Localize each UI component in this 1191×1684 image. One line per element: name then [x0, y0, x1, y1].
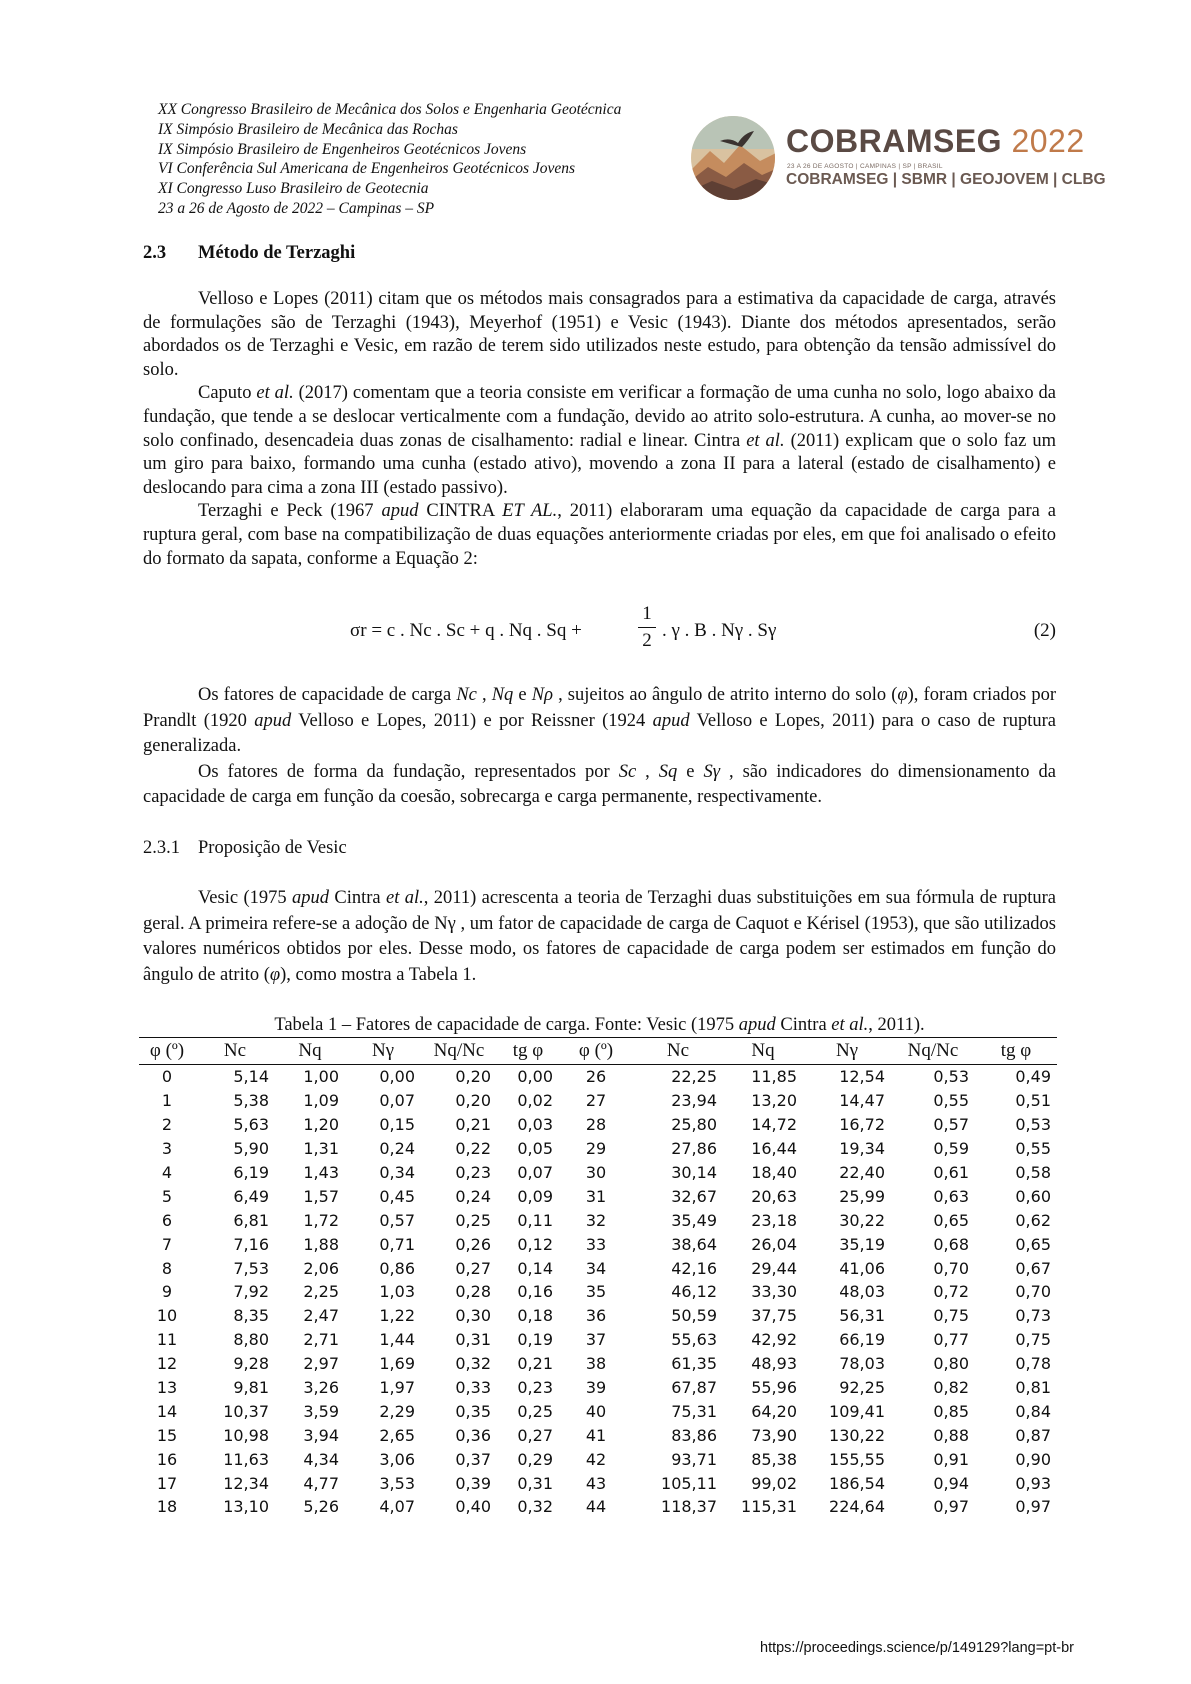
- header-line: IX Simpósio Brasileiro de Engenheiros Geotécnicos Jovens: [158, 140, 527, 158]
- table-cell: 4,34: [303, 1449, 339, 1469]
- logo-title: COBRAMSEG 2022: [786, 123, 1085, 159]
- table-cell: 61,35: [671, 1354, 717, 1374]
- table-cell: 0,02: [517, 1091, 553, 1111]
- table-cell: 0,57: [933, 1115, 969, 1135]
- table-cell: 0,20: [455, 1091, 491, 1111]
- table-cell: 12,34: [223, 1473, 269, 1493]
- table-cell: 5,38: [233, 1091, 269, 1111]
- table-cell: 10,98: [223, 1425, 269, 1445]
- paragraph: Velloso e Lopes (2011) citam que os métodos mais consagrados para a estimativa da capacidade de carga, através de formulações são de Terzaghi (1943), Meyerhof (1951) e Vesic (1943). Diante dos métodos apresentados, serão abordados os de Terzaghi e Vesic, em razão de terem sido utilizados neste estudo, para obtenção da tensão admissível do solo.: [143, 289, 1056, 380]
- table-cell: 13: [156, 1378, 178, 1398]
- table-cell: 0,45: [379, 1186, 415, 1206]
- table-cell: 99,02: [751, 1473, 797, 1493]
- table-row: [139, 1423, 1057, 1447]
- table-cell: 8,35: [233, 1306, 269, 1326]
- table-cell: 0,57: [379, 1210, 415, 1230]
- equation-rhs: . γ . B . Nγ . Sγ: [662, 620, 777, 641]
- table-cell: 2,06: [303, 1258, 339, 1278]
- table-cell: 0,26: [455, 1234, 491, 1254]
- table-cell: 0,97: [1015, 1497, 1051, 1517]
- table-cell: 1,31: [303, 1139, 339, 1159]
- table-cell: 5,90: [233, 1139, 269, 1159]
- table-cell: 0,70: [1015, 1282, 1051, 1302]
- table-cell: 0,55: [1015, 1139, 1051, 1159]
- table-cell: 41,06: [839, 1258, 885, 1278]
- table-cell: 41: [585, 1425, 607, 1445]
- table-cell: 0,12: [517, 1234, 553, 1254]
- table-cell: 3,59: [303, 1401, 339, 1421]
- table-cell: 15: [156, 1425, 178, 1445]
- table-cell: 25,99: [839, 1186, 885, 1206]
- table-cell: 36: [585, 1306, 607, 1326]
- table-cell: 43: [585, 1473, 607, 1493]
- table-cell: 1,22: [379, 1306, 415, 1326]
- table-cell: 42,16: [671, 1258, 717, 1278]
- table-cell: 0,29: [517, 1449, 553, 1469]
- table-cell: 0,36: [455, 1425, 491, 1445]
- table-cell: 7,92: [233, 1282, 269, 1302]
- column-header: Nc: [633, 1038, 723, 1065]
- table-cell: 32: [585, 1210, 607, 1230]
- table-cell: 0,28: [455, 1282, 491, 1302]
- table-cell: 93,71: [671, 1449, 717, 1469]
- table-row: [139, 1256, 1057, 1280]
- table-cell: 0,65: [1015, 1234, 1051, 1254]
- table-cell: 9,28: [233, 1354, 269, 1374]
- table-cell: 30: [585, 1163, 607, 1182]
- table-cell: 0,33: [455, 1378, 491, 1398]
- table-row: [139, 1137, 1057, 1161]
- table-cell: 0,18: [517, 1306, 553, 1326]
- table-cell: 0,31: [455, 1330, 491, 1350]
- table-cell: 0,21: [455, 1115, 491, 1135]
- table-cell: 0,22: [455, 1139, 491, 1159]
- table-cell: 48,93: [751, 1354, 797, 1374]
- table-cell: 12: [156, 1354, 178, 1374]
- table-row: [139, 1447, 1057, 1471]
- table-cell: 0,62: [1015, 1210, 1051, 1230]
- table-cell: 0,23: [455, 1163, 491, 1182]
- table-header-row: [139, 1038, 1057, 1065]
- table-row: [139, 1232, 1057, 1256]
- table-cell: 0,25: [455, 1210, 491, 1230]
- subsection-title: Proposição de Vesic: [198, 838, 347, 858]
- logo-date-line: 23 A 26 DE AGOSTO | CAMPINAS | SP | BRASIL: [787, 163, 943, 170]
- table-cell: 0,97: [933, 1497, 969, 1517]
- table-cell: 10,37: [223, 1401, 269, 1421]
- table-cell: 109,41: [829, 1401, 885, 1421]
- table-cell: 0,68: [933, 1234, 969, 1254]
- paragraph: Os fatores de forma da fundação, representados por Sc , Sq e Sγ , são indicadores do dimensionamento da capacidade de carga em função da coesão, sobrecarga e carga permanente, respectivamente.: [143, 761, 1057, 807]
- table-cell: 46,12: [671, 1282, 717, 1302]
- table-cell: 0,88: [933, 1425, 969, 1445]
- table-cell: 130,22: [829, 1425, 885, 1445]
- table-cell: 10: [156, 1306, 178, 1326]
- bird-mountains-logo-icon: [690, 115, 776, 201]
- paragraph: Terzaghi e Peck (1967 apud CINTRA ET AL., 2011) elaboraram uma equação da capacidade de carga para a ruptura geral, com base na compatibilização de duas equações anteriormente criadas por eles, em que foi analisado o efeito do formato da sapata, conforme a Equação 2:: [143, 501, 1057, 569]
- table-row: [139, 1304, 1057, 1328]
- table-cell: 14: [156, 1401, 178, 1421]
- column-header: Nq/Nc: [891, 1038, 975, 1065]
- table-cell: 2,29: [379, 1401, 415, 1421]
- table-cell: 0,24: [379, 1139, 415, 1159]
- table-cell: 0,77: [933, 1330, 969, 1350]
- column-header: tg φ: [497, 1038, 559, 1065]
- table-cell: 0,78: [1015, 1354, 1051, 1374]
- table-cell: 35,49: [671, 1210, 717, 1230]
- table-cell: 3,94: [303, 1425, 339, 1445]
- table-cell: 0,27: [455, 1258, 491, 1278]
- table-cell: 19,34: [839, 1139, 885, 1159]
- table-cell: 2: [161, 1115, 173, 1135]
- table-cell: 0,94: [933, 1473, 969, 1493]
- table-cell: 1,03: [379, 1282, 415, 1302]
- column-header: Nq/Nc: [421, 1038, 497, 1065]
- header-line: VI Conferência Sul Americana de Engenheiros Geotécnicos Jovens: [158, 160, 576, 178]
- table-row: [139, 1280, 1057, 1304]
- table-cell: 4,77: [303, 1473, 339, 1493]
- section-title: Método de Terzaghi: [198, 243, 356, 263]
- equation-fraction: [638, 603, 656, 652]
- table-cell: 55,96: [751, 1378, 797, 1398]
- table-cell: 23,94: [671, 1091, 717, 1111]
- column-header: φ (º): [559, 1038, 633, 1065]
- table-cell: 0,61: [933, 1163, 969, 1182]
- table-body: [139, 1065, 1057, 1519]
- table-cell: 0,07: [517, 1163, 553, 1182]
- table-cell: 35,19: [839, 1234, 885, 1254]
- column-header: Nc: [195, 1038, 275, 1065]
- table-cell: 0,81: [1015, 1378, 1051, 1398]
- table-cell: 75,31: [671, 1401, 717, 1421]
- table-cell: 0,49: [1015, 1067, 1051, 1087]
- table-cell: 7: [161, 1234, 173, 1254]
- table-cell: 0,71: [379, 1234, 415, 1254]
- table-cell: 14,47: [839, 1091, 885, 1111]
- table-cell: 18,40: [751, 1163, 797, 1182]
- table-cell: 0,87: [1015, 1425, 1051, 1445]
- table-cell: 31: [585, 1186, 607, 1206]
- table-cell: 1,44: [379, 1330, 415, 1350]
- table-cell: 0,24: [455, 1186, 491, 1206]
- table-cell: 0,34: [379, 1163, 415, 1182]
- table-cell: 16: [156, 1449, 178, 1469]
- table-cell: 11,63: [223, 1449, 269, 1469]
- table-cell: 0,67: [1015, 1258, 1051, 1278]
- table-cell: 0,27: [517, 1425, 553, 1445]
- table-cell: 0,19: [517, 1330, 553, 1350]
- table-cell: 26,04: [751, 1234, 797, 1254]
- table-row: [139, 1352, 1057, 1376]
- body-text-block-2: [143, 683, 1056, 811]
- table-cell: 0,86: [379, 1258, 415, 1278]
- table-cell: 3,53: [379, 1473, 415, 1493]
- table-cell: 12,54: [839, 1067, 885, 1087]
- header-line: XI Congresso Luso Brasileiro de Geotecnia: [158, 180, 429, 198]
- table-cell: 0,32: [517, 1497, 553, 1517]
- table-cell: 0,09: [517, 1186, 553, 1206]
- body-text-block-1: [143, 288, 1056, 571]
- table-cell: 20,63: [751, 1186, 797, 1206]
- table-cell: 26: [585, 1067, 607, 1087]
- table-cell: 0,80: [933, 1354, 969, 1374]
- table-cell: 1,09: [303, 1091, 339, 1111]
- table-cell: 0,32: [455, 1354, 491, 1374]
- table-cell: 0,07: [379, 1091, 415, 1111]
- table-cell: 0,60: [1015, 1186, 1051, 1206]
- table-cell: 2,25: [303, 1282, 339, 1302]
- table-cell: 22,40: [839, 1163, 885, 1182]
- table-cell: 6: [161, 1210, 173, 1230]
- column-header: φ (º): [139, 1038, 195, 1065]
- header-line: XX Congresso Brasileiro de Mecânica dos Solos e Engenharia Geotécnica: [158, 101, 622, 118]
- table-cell: 17: [156, 1473, 178, 1493]
- table-cell: 0,65: [933, 1210, 969, 1230]
- paragraph: Vesic (1975 apud Cintra et al., 2011) acrescenta a teoria de Terzaghi duas substituições em sua fórmula de ruptura geral. A primeira refere-se a adoção de Nγ , um fator de capacidade de carga de Caquot e Kérisel (1953), que são utilizados valores numéricos obtidos por eles. Desse modo, os fatores de capacidade de carga podem ser estimados em função do ângulo de atrito (φ), como mostra a Tabela 1.: [143, 888, 1057, 985]
- table-cell: 28: [585, 1115, 607, 1135]
- column-header: tg φ: [975, 1038, 1057, 1065]
- table-cell: 6,49: [233, 1186, 269, 1206]
- fraction-denominator: 2: [642, 630, 652, 651]
- table-cell: 1: [161, 1091, 173, 1111]
- table-cell: 39: [585, 1378, 607, 1398]
- table-cell: 0,93: [1015, 1473, 1051, 1493]
- table-cell: 0,37: [455, 1449, 491, 1469]
- subsection-number: 2.3.1: [143, 838, 180, 858]
- cobramseg-logo: [690, 115, 1110, 201]
- table-cell: 48,03: [839, 1282, 885, 1302]
- table-cell: 115,31: [741, 1497, 797, 1517]
- table-cell: 0,05: [517, 1139, 553, 1159]
- table-cell: 6,19: [233, 1163, 269, 1182]
- table-cell: 0,55: [933, 1091, 969, 1111]
- table-row: [139, 1376, 1057, 1400]
- table-cell: 22,25: [671, 1067, 717, 1087]
- footer-url: https://proceedings.science/p/149129?lang=pt-br: [760, 1640, 1074, 1656]
- table-cell: 0,21: [517, 1354, 553, 1374]
- table-cell: 29,44: [751, 1258, 797, 1278]
- table-cell: 0,30: [455, 1306, 491, 1326]
- table-row: [139, 1471, 1057, 1495]
- table-cell: 66,19: [839, 1330, 885, 1350]
- column-header: Nq: [275, 1038, 345, 1065]
- table-cell: 0,73: [1015, 1306, 1051, 1326]
- table-cell: 29: [585, 1139, 607, 1159]
- table-cell: 2,47: [303, 1306, 339, 1326]
- table-row: [139, 1065, 1057, 1089]
- table-row: [139, 1113, 1057, 1137]
- table-cell: 11,85: [751, 1067, 797, 1087]
- table-cell: 0,53: [933, 1067, 969, 1087]
- table-row: [139, 1089, 1057, 1113]
- table-cell: 30,22: [839, 1210, 885, 1230]
- header-line: IX Simpósio Brasileiro de Mecânica das Rochas: [158, 120, 458, 138]
- table-cell: 13,10: [223, 1497, 269, 1517]
- fraction-numerator: 1: [642, 603, 652, 624]
- table-cell: 16,44: [751, 1139, 797, 1159]
- table-cell: 0,82: [933, 1378, 969, 1398]
- table-cell: 44: [585, 1497, 607, 1517]
- table-cell: 13,20: [751, 1091, 797, 1111]
- table-cell: 0,58: [1015, 1163, 1051, 1182]
- table-cell: 23,18: [751, 1210, 797, 1230]
- table-cell: 78,03: [839, 1354, 885, 1374]
- table-cell: 27: [585, 1091, 607, 1111]
- conference-header: [158, 100, 621, 219]
- table-cell: 0,63: [933, 1186, 969, 1206]
- section-heading: [143, 243, 355, 264]
- table-cell: 1,57: [303, 1186, 339, 1206]
- table-cell: 2,97: [303, 1354, 339, 1374]
- table-cell: 0,90: [1015, 1449, 1051, 1469]
- table-cell: 0,16: [517, 1282, 553, 1302]
- table-cell: 6,81: [233, 1210, 269, 1230]
- table-cell: 4,07: [379, 1497, 415, 1517]
- table-cell: 73,90: [751, 1425, 797, 1445]
- table-cell: 7,16: [233, 1234, 269, 1254]
- table-cell: 14,72: [751, 1115, 797, 1135]
- table-row: [139, 1184, 1057, 1208]
- logo-subtitle: COBRAMSEG | SBMR | GEOJOVEM | CLBG: [786, 171, 1106, 188]
- table-cell: 33: [585, 1234, 607, 1254]
- table-cell: 5,63: [233, 1115, 269, 1135]
- table-row: [139, 1495, 1057, 1519]
- equation-lhs: σr = c . Nc . Sc + q . Nq . Sq +: [350, 620, 582, 641]
- table-cell: 0,53: [1015, 1115, 1051, 1135]
- table-cell: 0,11: [517, 1210, 553, 1230]
- table-cell: 7,53: [233, 1258, 269, 1278]
- header-line: 23 a 26 de Agosto de 2022 – Campinas – SP: [158, 199, 435, 217]
- column-header: Nq: [723, 1038, 803, 1065]
- bearing-capacity-factors-table: [139, 1037, 1057, 1519]
- table-cell: 0,00: [517, 1067, 553, 1087]
- table-cell: 1,69: [379, 1354, 415, 1374]
- table-caption: Tabela 1 – Fatores de capacidade de carga. Fonte: Vesic (1975 apud Cintra et al., 2011).: [274, 1015, 925, 1035]
- table-row: [139, 1399, 1057, 1423]
- table-cell: 8: [161, 1258, 173, 1278]
- table-cell: 0,20: [455, 1067, 491, 1087]
- column-header: Nγ: [345, 1038, 421, 1065]
- table-cell: 38: [585, 1354, 607, 1374]
- table-cell: 33,30: [751, 1282, 797, 1302]
- table-cell: 0,03: [517, 1115, 553, 1135]
- table-cell: 0,14: [517, 1258, 553, 1278]
- table-cell: 1,43: [303, 1163, 339, 1182]
- table-cell: 105,11: [661, 1473, 717, 1493]
- subsection-heading: [143, 838, 347, 859]
- table-cell: 83,86: [671, 1425, 717, 1445]
- table-cell: 0,84: [1015, 1401, 1051, 1421]
- table-cell: 0,39: [455, 1473, 491, 1493]
- table-cell: 8,80: [233, 1330, 269, 1350]
- table-cell: 85,38: [751, 1449, 797, 1469]
- table-row: [139, 1161, 1057, 1185]
- table-cell: 118,37: [661, 1497, 717, 1517]
- table-cell: 3: [161, 1139, 173, 1159]
- table-cell: 1,97: [379, 1378, 415, 1398]
- table-cell: 1,72: [303, 1210, 339, 1230]
- table-cell: 92,25: [839, 1378, 885, 1398]
- table-cell: 0,35: [455, 1401, 491, 1421]
- table-cell: 55,63: [671, 1330, 717, 1350]
- table-cell: 67,87: [671, 1378, 717, 1398]
- table-cell: 1,00: [303, 1067, 339, 1087]
- table-cell: 0,31: [517, 1473, 553, 1493]
- table-row: [139, 1328, 1057, 1352]
- table-cell: 64,20: [751, 1401, 797, 1421]
- table-cell: 30,14: [671, 1163, 717, 1182]
- column-header: Nγ: [803, 1038, 891, 1065]
- table-cell: 0,25: [517, 1401, 553, 1421]
- table-cell: 0,75: [1015, 1330, 1051, 1350]
- table-cell: 40: [585, 1401, 607, 1421]
- paragraph: Caputo et al. (2017) comentam que a teoria consiste em verificar a formação de uma cunha no solo, logo abaixo da fundação, que tende a se deslocar verticalmente com a fundação, devido ao atrito solo-estrutura. A cunha, ao mover-se no solo confinado, desencadeia duas zonas de cisalhamento: radial e linear. Cintra et al. (2011) explicam que o solo faz um um giro para baixo, formando uma cunha (estado ativo), movendo a zona II para a lateral (estado de cisalhamento) e deslocando para cima a zona III (estado passivo).: [143, 383, 1056, 498]
- table-cell: 0,15: [379, 1115, 415, 1135]
- table-cell: 32,67: [671, 1186, 717, 1206]
- table-cell: 34: [585, 1258, 607, 1278]
- table-cell: 1,88: [303, 1234, 339, 1254]
- table-cell: 0: [161, 1067, 173, 1087]
- table-cell: 2,65: [379, 1425, 415, 1445]
- table-cell: 5,26: [303, 1497, 339, 1517]
- table-cell: 1,20: [303, 1115, 339, 1135]
- table-cell: 0,72: [933, 1282, 969, 1302]
- table-cell: 4: [161, 1163, 173, 1182]
- table-cell: 0,75: [933, 1306, 969, 1326]
- table-cell: 0,51: [1015, 1091, 1051, 1111]
- paragraph: Os fatores de capacidade de carga Nc , Nq e Nρ , sujeitos ao ângulo de atrito interno do solo (φ), foram criados por Prandlt (1920 apud Velloso e Lopes, 2011) e por Reissner (1924 apud Velloso e Lopes, 2011) para o caso de ruptura generalizada.: [143, 685, 1056, 756]
- table-cell: 37,75: [751, 1306, 797, 1326]
- table-cell: 38,64: [671, 1234, 717, 1254]
- table-cell: 27,86: [671, 1139, 717, 1159]
- table-cell: 0,23: [517, 1378, 553, 1398]
- table-cell: 42: [585, 1449, 607, 1469]
- table-cell: 0,59: [933, 1139, 969, 1159]
- table-cell: 42,92: [751, 1330, 797, 1350]
- table-cell: 9,81: [233, 1378, 269, 1398]
- table-cell: 0,00: [379, 1067, 415, 1087]
- table-cell: 0,70: [933, 1258, 969, 1278]
- table-cell: 5,14: [233, 1067, 269, 1087]
- table-cell: 2,71: [303, 1330, 339, 1350]
- section-number: 2.3: [143, 243, 167, 263]
- table-cell: 186,54: [829, 1473, 885, 1493]
- equation-2: [350, 603, 1056, 659]
- table-cell: 56,31: [839, 1306, 885, 1326]
- table-cell: 0,91: [933, 1449, 969, 1469]
- table-cell: 16,72: [839, 1115, 885, 1135]
- table-row: [139, 1208, 1057, 1232]
- table-cell: 35: [585, 1282, 607, 1302]
- table-cell: 5: [161, 1186, 173, 1206]
- table-cell: 0,40: [455, 1497, 491, 1517]
- table-cell: 9: [161, 1282, 173, 1302]
- table-cell: 3,26: [303, 1378, 339, 1398]
- table-cell: 18: [156, 1497, 178, 1517]
- table-cell: 3,06: [379, 1449, 415, 1469]
- table-cell: 224,64: [829, 1497, 885, 1517]
- table-cell: 37: [585, 1330, 607, 1350]
- table-cell: 25,80: [671, 1115, 717, 1135]
- equation-number: (2): [1033, 620, 1056, 641]
- table-cell: 11: [156, 1330, 178, 1350]
- table-cell: 50,59: [671, 1306, 717, 1326]
- body-text-block-3: [143, 886, 1056, 988]
- table-cell: 155,55: [829, 1449, 885, 1469]
- table-cell: 0,85: [933, 1401, 969, 1421]
